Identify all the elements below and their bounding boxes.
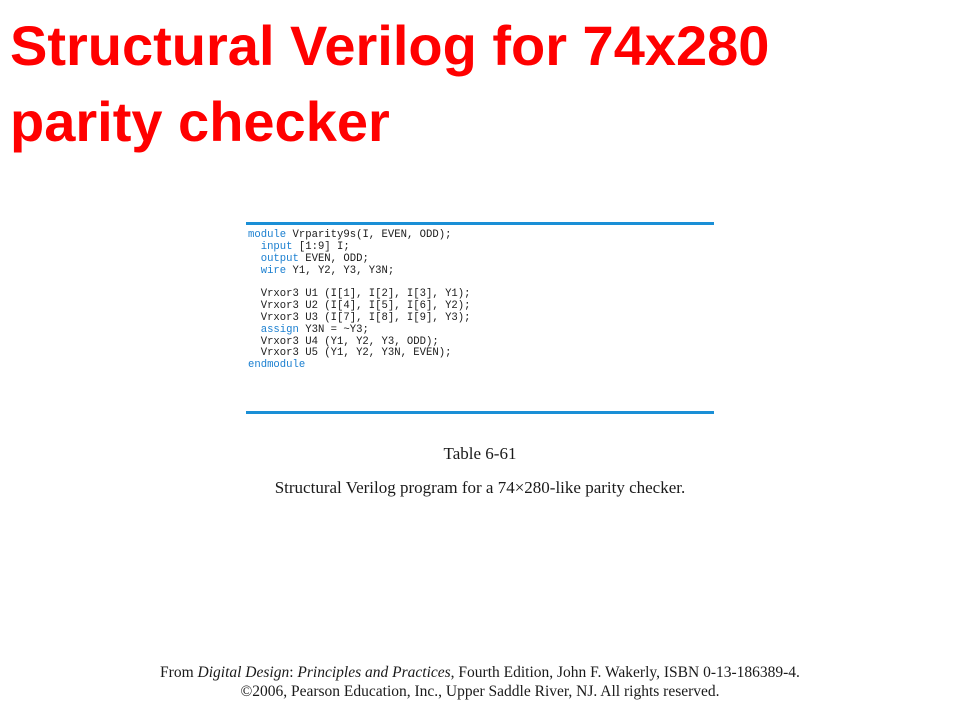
footer-source (0, 664, 960, 682)
code-text (248, 324, 261, 336)
code-keyword: assign (260, 323, 299, 336)
code-keyword: input (260, 240, 293, 253)
code-lines (248, 230, 471, 372)
footer-edition: , Fourth Edition, John F. Wakerly, ISBN 0-13-186389-4. (450, 664, 800, 681)
code-keyword: wire (260, 264, 287, 277)
code-keyword: endmodule (248, 359, 306, 372)
footer-book-subtitle: Principles and Practices (297, 664, 451, 681)
footer-from: From (160, 664, 198, 681)
code-text: EVEN, ODD; (298, 252, 369, 265)
slide-title-line-2: parity checker (10, 90, 390, 153)
table-caption-label: Table 6-61 (443, 444, 517, 463)
verilog-code-listing (246, 222, 714, 414)
footer-colon: : (289, 664, 298, 681)
footer-book-title: Digital Design (197, 664, 290, 681)
code-text (248, 253, 261, 265)
code-text: Vrxor3 U3 (I[7], I[8], I[9], Y3); (248, 311, 471, 324)
table-caption-text: Structural Verilog program for a 74×280-like parity checker. (274, 478, 686, 497)
footer-copyright: ©2006, Pearson Education, Inc., Upper Saddle River, NJ. All rights reserved. (240, 683, 720, 700)
code-text: Vrxor3 U4 (Y1, Y2, Y3, ODD); (248, 335, 439, 348)
code-bottom-rule (246, 411, 714, 414)
code-text (248, 265, 261, 277)
code-text: Vrparity9s(I, EVEN, ODD); (286, 229, 452, 241)
code-keyword: output (260, 252, 299, 265)
code-text: Vrxor3 U2 (I[4], I[5], I[6], Y2); (248, 300, 471, 313)
code-text: Vrxor3 U1 (I[1], I[2], I[3], Y1); (248, 288, 471, 301)
slide-title (10, 8, 950, 160)
code-top-rule (246, 222, 714, 225)
code-text: [1:9] I; (292, 240, 350, 253)
code-line (248, 360, 471, 372)
code-line (248, 266, 471, 278)
code-text: Y1, Y2, Y3, Y3N; (286, 264, 395, 277)
code-text: Vrxor3 U5 (Y1, Y2, Y3N, EVEN); (248, 347, 452, 360)
code-text (248, 241, 261, 253)
code-text: Y3N = ~Y3; (298, 323, 369, 336)
slide-title-line-1: Structural Verilog for 74x280 (10, 14, 770, 77)
code-keyword: module (248, 229, 287, 241)
